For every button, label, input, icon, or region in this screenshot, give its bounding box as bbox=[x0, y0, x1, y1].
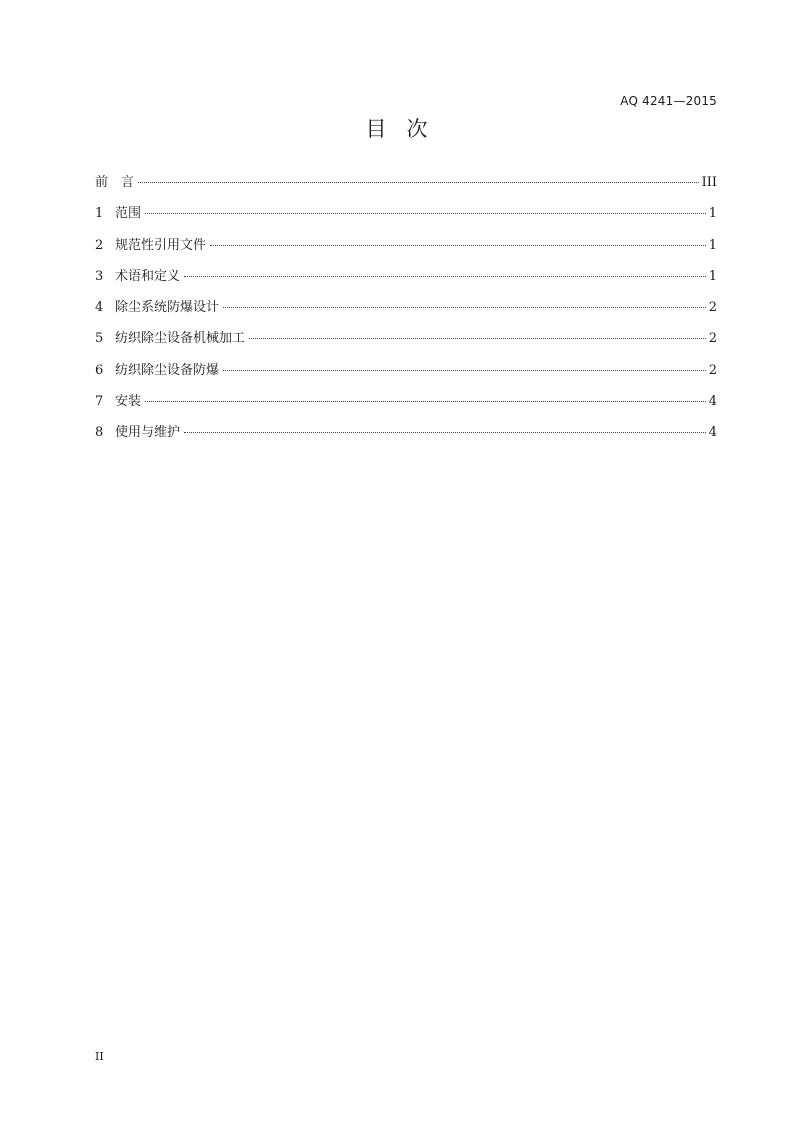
toc-title-char-1: 目 bbox=[365, 117, 387, 141]
toc-entry-number: 1 bbox=[95, 206, 104, 222]
toc-entry-label: 除尘系统防爆设计 bbox=[115, 300, 220, 316]
toc-dot-leader bbox=[223, 370, 706, 371]
toc-entry-page: 1 bbox=[708, 206, 717, 222]
table-of-contents bbox=[95, 172, 717, 454]
toc-dot-leader bbox=[249, 338, 706, 339]
toc-dot-leader bbox=[138, 182, 699, 183]
toc-dot-leader bbox=[184, 432, 706, 433]
toc-title-char-2: 次 bbox=[406, 117, 428, 141]
toc-entry-3[interactable] bbox=[95, 266, 717, 297]
toc-entry-number: 8 bbox=[95, 425, 104, 441]
toc-entry-foreword[interactable] bbox=[95, 172, 717, 203]
toc-entry-label: 术语和定义 bbox=[115, 268, 181, 284]
toc-entry-number: 5 bbox=[95, 331, 104, 347]
toc-entry-label: 纺织除尘设备防爆 bbox=[115, 362, 220, 378]
toc-entry-label: 前 言 bbox=[95, 175, 135, 190]
toc-entry-label: 使用与维护 bbox=[115, 425, 181, 441]
toc-entry-label: 规范性引用文件 bbox=[115, 237, 207, 253]
toc-entry-page: III bbox=[701, 175, 717, 190]
toc-entry-8[interactable] bbox=[95, 422, 717, 453]
toc-dot-leader bbox=[223, 307, 706, 308]
toc-title bbox=[0, 113, 793, 143]
toc-dot-leader bbox=[145, 213, 706, 214]
toc-entry-7[interactable] bbox=[95, 391, 717, 422]
toc-entry-number: 4 bbox=[95, 300, 104, 316]
toc-entry-page: 2 bbox=[708, 331, 717, 347]
standard-number: AQ 4241—2015 bbox=[620, 94, 717, 108]
toc-entry-page: 2 bbox=[708, 300, 717, 316]
toc-entry-5[interactable] bbox=[95, 328, 717, 359]
toc-entry-4[interactable] bbox=[95, 297, 717, 328]
toc-entry-number: 3 bbox=[95, 268, 104, 284]
page-number: II bbox=[95, 1050, 104, 1063]
toc-entry-6[interactable] bbox=[95, 360, 717, 391]
toc-entry-number: 7 bbox=[95, 394, 104, 410]
toc-entry-page: 4 bbox=[708, 425, 717, 441]
toc-entry-page: 1 bbox=[708, 237, 717, 253]
toc-entry-2[interactable] bbox=[95, 235, 717, 266]
toc-entry-page: 2 bbox=[708, 362, 717, 378]
toc-dot-leader bbox=[210, 245, 706, 246]
toc-entry-page: 4 bbox=[708, 394, 717, 410]
toc-entry-label: 安装 bbox=[115, 394, 142, 410]
toc-entry-1[interactable] bbox=[95, 203, 717, 234]
toc-entry-page: 1 bbox=[708, 268, 717, 284]
toc-entry-label: 纺织除尘设备机械加工 bbox=[115, 331, 246, 347]
toc-entry-number: 2 bbox=[95, 237, 104, 253]
toc-dot-leader bbox=[145, 401, 706, 402]
toc-entry-label: 范围 bbox=[115, 206, 142, 222]
toc-dot-leader bbox=[184, 276, 706, 277]
toc-entry-number: 6 bbox=[95, 362, 104, 378]
